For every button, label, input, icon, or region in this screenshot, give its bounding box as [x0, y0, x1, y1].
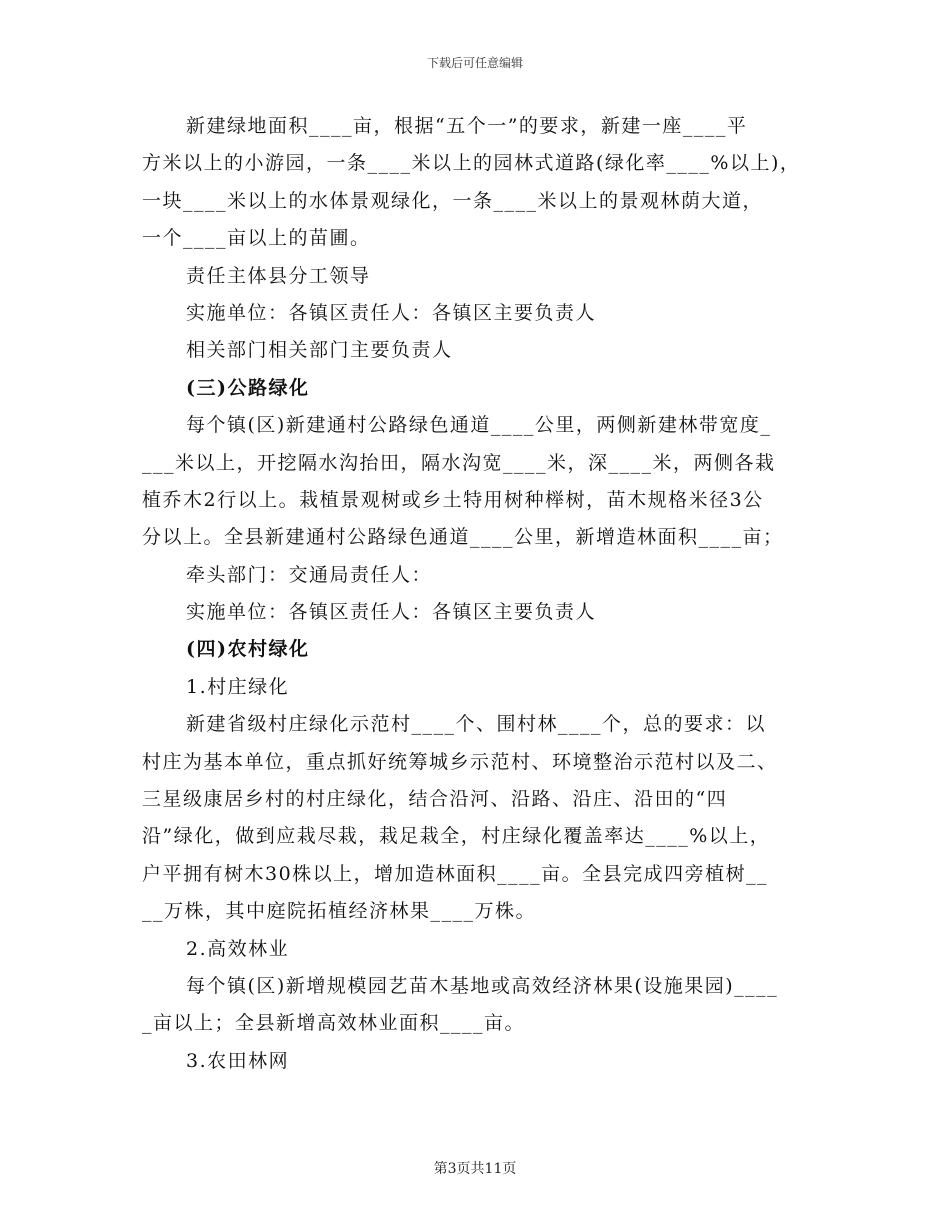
section-heading: (三)公路绿化	[186, 376, 310, 399]
page-header: 下载后可任意编辑	[426, 56, 523, 70]
text-line: 方米以上的小游园，一条____米以上的园林式道路(绿化率____%以上)，	[142, 152, 801, 175]
text-line: 新建省级村庄绿化示范村____个、围村林____个，总的要求：以	[186, 713, 767, 736]
text-line: __万株，其中庭院拓植经济林果____万株。	[142, 900, 537, 923]
text-line: 户平拥有树木30株以上，增加造林面积____亩。全县完成四旁植树__	[142, 862, 769, 885]
text-line: 三星级康居乡村的村庄绿化，结合沿河、沿路、沿庄、沿田的“四	[142, 788, 728, 811]
text-line: 植乔木2行以上。栽植景观树或乡土特用树种榉树，苗木规格米径3公	[142, 488, 764, 511]
text-line: 实施单位：各镇区责任人：各镇区主要负责人	[186, 601, 597, 624]
page-footer: 第3页共11页	[433, 1161, 517, 1177]
text-line: 责任主体县分工领导	[186, 264, 371, 287]
text-line: ___米以上，开挖隔水沟抬田，隔水沟宽____米，深____米，两侧各栽	[142, 451, 776, 474]
section-heading: (四)农村绿化	[186, 638, 310, 661]
text-line: 一个____亩以上的苗圃。	[142, 227, 371, 250]
text-line: 一块____米以上的水体景观绿化，一条____米以上的景观林荫大道，	[142, 189, 764, 212]
text-line: 分以上。全县新建通村公路绿色通道____公里，新增造林面积____亩；	[142, 526, 784, 549]
text-line: 新建绿地面积____亩，根据“五个一”的要求，新建一座____平	[186, 115, 748, 137]
text-line: 每个镇(区)新增规模园艺苗木基地或高效经济林果(设施果园)____	[186, 974, 779, 997]
text-line: 相关部门相关部门主要负责人	[186, 339, 453, 362]
text-line: 实施单位：各镇区责任人：各镇区主要负责人	[186, 301, 597, 324]
text-line: 3.农田林网	[186, 1049, 290, 1072]
text-line: 村庄为基本单位，重点抓好统筹城乡示范村、环境整治示范村以及二、	[142, 750, 778, 773]
text-line: _亩以上；全县新增高效林业面积____亩。	[142, 1012, 526, 1035]
document-body	[142, 108, 814, 1080]
text-line: 每个镇(区)新建通村公路绿色通道____公里，两侧新建林带宽度_	[186, 414, 772, 437]
text-line: 1.村庄绿化	[186, 675, 290, 698]
text-line: 2.高效林业	[186, 937, 290, 960]
text-line: 沿”绿化，做到应栽尽栽，栽足栽全，村庄绿化覆盖率达____%以上，	[142, 825, 771, 848]
text-line: 牵头部门：交通局责任人：	[186, 563, 433, 586]
